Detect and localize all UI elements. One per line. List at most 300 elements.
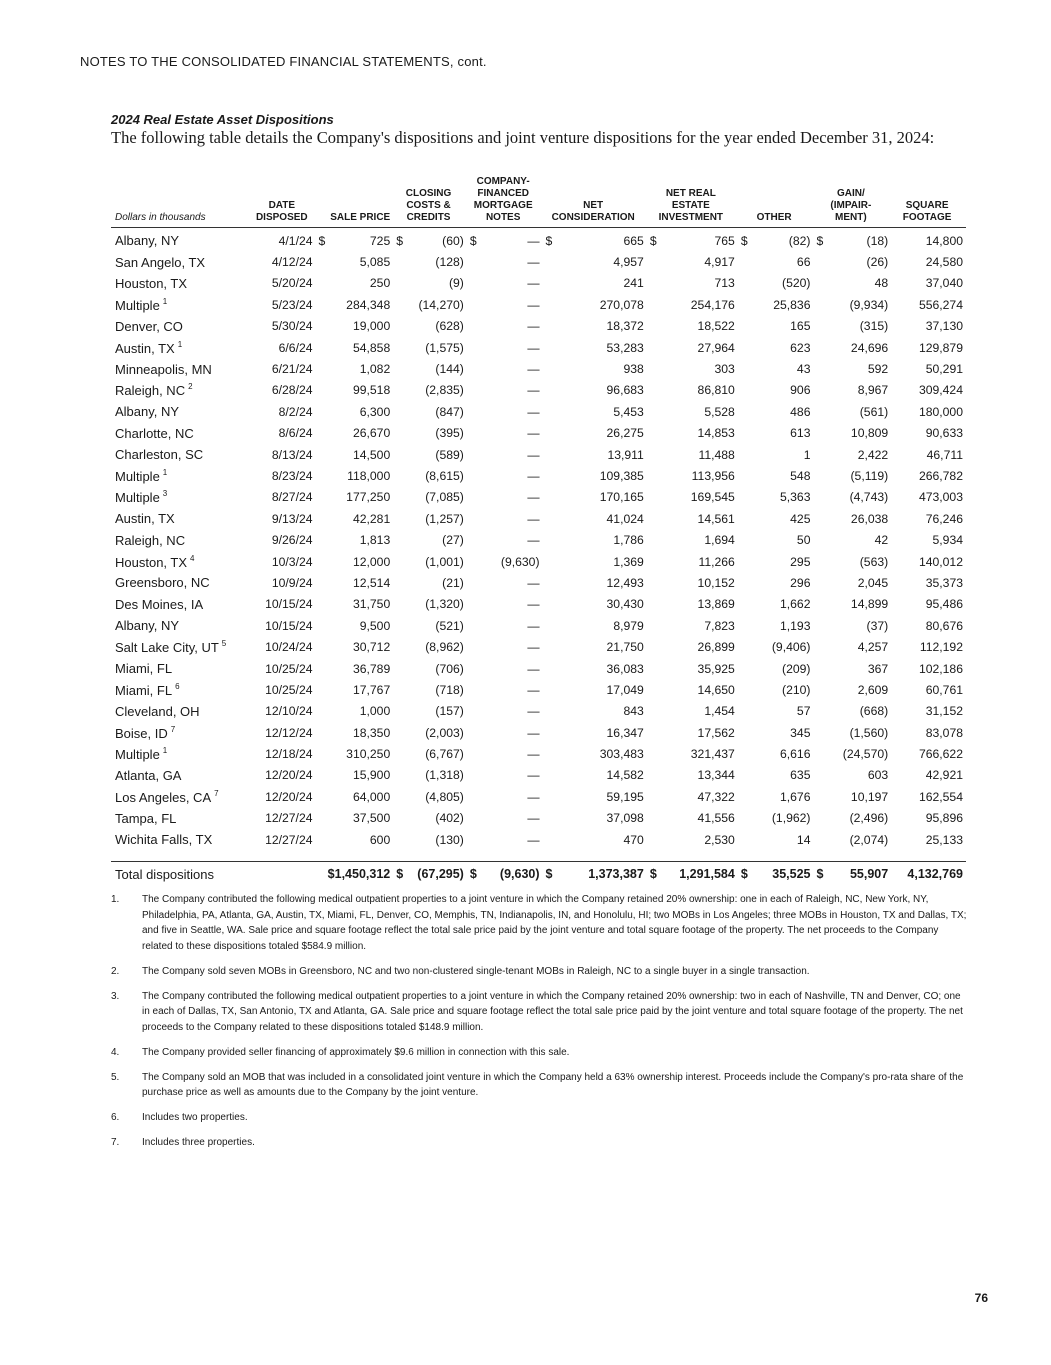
dollar-sign — [316, 423, 328, 444]
location-cell — [111, 722, 251, 743]
footage-cell: 25,133 — [925, 832, 963, 847]
net-consideration-cell: 109,385 — [599, 468, 644, 483]
footnote-text: The Company sold seven MOBs in Greensboro, NC and two non-clustered single-tenant MOBs in Raleigh, NC to a single buyer in a single transaction. — [142, 965, 810, 977]
gain-cell: (9,934) — [849, 297, 889, 312]
dollar-sign — [316, 401, 328, 422]
dollar-sign — [647, 765, 659, 786]
location-cell — [111, 444, 251, 465]
date-cell: 5/30/24 — [271, 319, 313, 334]
dollar-sign — [316, 765, 328, 786]
dollar-sign — [738, 743, 750, 764]
col-header-date — [251, 176, 315, 228]
footnote-item — [111, 964, 971, 980]
location-cell — [111, 423, 251, 444]
net-consideration-cell: 59,195 — [606, 789, 644, 804]
dollar-sign — [738, 808, 750, 829]
footnote-number: 2. — [111, 965, 120, 977]
dollar-sign — [647, 487, 659, 508]
header-line: INVESTMENT — [658, 212, 724, 223]
dollar-sign — [647, 294, 659, 315]
table-row — [111, 636, 966, 657]
dollar-sign — [467, 743, 479, 764]
header-line: CLOSING — [405, 188, 452, 199]
footage-cell: 95,896 — [925, 811, 963, 826]
dollar-sign — [393, 316, 405, 337]
mortgage-cell: — — [527, 618, 540, 633]
dollar-sign — [316, 294, 328, 315]
dollar-sign — [738, 786, 750, 807]
location-cell — [111, 358, 251, 379]
dollar-sign — [393, 294, 405, 315]
closing-cell: (14,270) — [418, 297, 464, 312]
col-header-other — [738, 176, 814, 228]
dollar-sign — [738, 316, 750, 337]
footnote-number: 5. — [111, 1071, 120, 1083]
other-cell: 486 — [790, 404, 811, 419]
dollar-sign: $ — [545, 233, 553, 248]
sale-price-cell: 310,250 — [346, 747, 391, 762]
dollar-sign: $ — [393, 862, 405, 887]
dollar-sign — [738, 679, 750, 700]
dollar-sign — [393, 808, 405, 829]
dollar-sign — [467, 465, 479, 486]
net-consideration-cell: 5,453 — [613, 404, 644, 419]
gain-cell: 4,257 — [857, 640, 889, 655]
net-consideration-cell: 270,078 — [599, 297, 644, 312]
dollar-sign — [813, 444, 825, 465]
dollar-sign — [543, 401, 555, 422]
location-cell — [111, 786, 251, 807]
dollar-sign — [393, 701, 405, 722]
dollar-sign — [316, 594, 328, 615]
location-text: Multiple — [115, 490, 160, 506]
dollar-sign — [738, 636, 750, 657]
mortgage-cell: — — [527, 811, 540, 826]
other-cell: 43 — [796, 362, 811, 377]
sale-price-cell: 725 — [369, 233, 391, 248]
table-row — [111, 551, 966, 572]
dollar-sign — [467, 829, 479, 850]
net-investment-cell: 2,530 — [704, 832, 735, 847]
mortgage-cell: — — [527, 362, 540, 377]
footnote-item — [111, 1110, 971, 1126]
location-cell — [111, 401, 251, 422]
closing-cell: (521) — [435, 618, 464, 633]
sale-price-cell: 14,500 — [352, 447, 391, 462]
location-cell — [111, 679, 251, 700]
net-investment-cell: 321,437 — [690, 747, 735, 762]
dollar-sign — [467, 701, 479, 722]
dollar-sign — [738, 594, 750, 615]
dollar-sign — [543, 594, 555, 615]
dollar-sign — [813, 529, 825, 550]
dollar-sign — [393, 722, 405, 743]
header-line: CREDITS — [406, 212, 451, 223]
dollar-sign — [738, 487, 750, 508]
dollar-sign — [393, 765, 405, 786]
dollar-sign — [467, 401, 479, 422]
dollar-sign — [813, 722, 825, 743]
sale-price-cell: 1,082 — [359, 362, 391, 377]
date-cell: 12/12/24 — [265, 725, 313, 740]
dollar-sign — [813, 658, 825, 679]
sale-price-cell: 12,000 — [352, 554, 391, 569]
footnote-item — [111, 1135, 971, 1151]
dollar-sign — [738, 358, 750, 379]
footage-cell: 266,782 — [918, 468, 963, 483]
header-line: FINANCED — [477, 188, 530, 199]
dollar-sign — [467, 337, 479, 358]
location-cell — [111, 765, 251, 786]
location-text: Charlotte, NC — [115, 425, 194, 441]
sale-price-cell: 250 — [369, 276, 391, 291]
closing-cell: (144) — [435, 362, 464, 377]
dollar-sign — [393, 358, 405, 379]
dollar-sign — [647, 701, 659, 722]
dollar-sign — [393, 615, 405, 636]
other-cell: (82) — [788, 233, 811, 248]
net-investment-cell: 113,956 — [691, 468, 735, 483]
other-cell: 14 — [796, 832, 811, 847]
net-consideration-cell: 4,957 — [613, 255, 644, 270]
other-cell: 1,193 — [779, 618, 811, 633]
footnote-text: The Company sold an MOB that was included in a consolidated joint venture in which the Company held a 63% ownership interest. Proceeds include the Company's pro-rata share of the purchase price as well as amounts due to the Company by the joint venture. — [142, 1071, 964, 1098]
dollar-sign — [543, 316, 555, 337]
footnote-text: Includes three properties. — [142, 1137, 255, 1148]
net-consideration-cell: 14,582 — [606, 768, 644, 783]
location-text: Albany, NY — [115, 233, 180, 249]
net-consideration-cell: 1,786 — [613, 533, 644, 548]
gain-cell: (315) — [859, 319, 889, 334]
dollar-sign — [316, 465, 328, 486]
sale-price-cell: 17,767 — [352, 682, 391, 697]
net-investment-cell: 35,925 — [697, 661, 735, 676]
dollar-sign — [647, 465, 659, 486]
mortgage-cell: — — [527, 725, 540, 740]
mortgage-cell: — — [527, 490, 540, 505]
location-cell — [111, 658, 251, 679]
date-cell: 10/25/24 — [265, 682, 313, 697]
other-cell: 1,676 — [779, 789, 811, 804]
page-number: 76 — [974, 1291, 988, 1305]
footage-cell: 95,486 — [925, 597, 963, 612]
table-header-row — [111, 176, 966, 228]
other-cell: 635 — [790, 768, 811, 783]
date-cell: 12/18/24 — [265, 747, 313, 762]
dollar-sign — [316, 251, 328, 272]
dollar-sign — [316, 551, 328, 572]
sale-price-cell: 18,350 — [352, 725, 391, 740]
header-line: GAIN/ — [836, 188, 865, 199]
dollar-sign — [813, 487, 825, 508]
dollar-sign — [738, 465, 750, 486]
dollar-sign — [393, 380, 405, 401]
dollar-sign — [316, 829, 328, 850]
mortgage-cell: — — [527, 575, 540, 590]
location-text: Miami, FL — [115, 661, 173, 676]
header-line: COSTS & — [406, 200, 451, 211]
dollar-sign — [393, 444, 405, 465]
dollar-sign: $ — [543, 862, 555, 887]
dollar-sign — [738, 658, 750, 679]
table-row — [111, 444, 966, 465]
other-cell: (209) — [782, 661, 811, 676]
header-line: COMPANY- — [476, 176, 530, 187]
net-investment-cell: 13,869 — [697, 597, 735, 612]
location-cell — [111, 594, 251, 615]
other-cell: (9,406) — [771, 640, 811, 655]
footage-cell: 112,192 — [919, 640, 963, 655]
dollar-sign — [393, 337, 405, 358]
gain-cell: 603 — [867, 768, 889, 783]
mortgage-cell: — — [527, 276, 540, 291]
dispositions-table — [111, 176, 966, 886]
dollar-sign — [647, 251, 659, 272]
dollar-sign — [467, 615, 479, 636]
table-row — [111, 679, 966, 700]
dollar-sign — [316, 337, 328, 358]
net-consideration-cell: 16,347 — [606, 725, 644, 740]
dollar-sign — [467, 765, 479, 786]
location-text: Miami, FL — [115, 682, 173, 698]
dollar-sign: $ — [813, 862, 825, 887]
mortgage-cell: — — [527, 640, 540, 655]
gain-cell: 2,422 — [857, 447, 889, 462]
section-title: 2024 Real Estate Asset Dispositions — [111, 112, 334, 127]
spacer-cell — [111, 850, 966, 862]
dollar-sign — [647, 808, 659, 829]
dollar-sign: $ — [738, 862, 750, 887]
footnote-item — [111, 989, 971, 1036]
footnote-ref: 1 — [162, 746, 168, 756]
table-row — [111, 572, 966, 593]
header-line: MORTGAGE — [473, 200, 533, 211]
closing-cell: (1,320) — [425, 597, 464, 612]
dollar-sign — [813, 380, 825, 401]
footage-cell: 556,274 — [918, 297, 963, 312]
location-text: Cleveland, OH — [115, 703, 200, 719]
dollar-sign: $ — [467, 862, 479, 887]
dollar-sign — [813, 465, 825, 486]
table-row — [111, 294, 966, 315]
location-cell — [111, 316, 251, 337]
mortgage-cell: — — [527, 383, 540, 398]
col-header-net-investment — [647, 176, 738, 228]
footage-cell: 309,424 — [918, 383, 963, 398]
table-row — [111, 273, 966, 294]
sale-price-cell: 54,858 — [352, 340, 391, 355]
dollar-sign — [738, 765, 750, 786]
col-header-footage — [891, 176, 966, 228]
table-row — [111, 529, 966, 550]
dollar-sign — [543, 765, 555, 786]
location-cell — [111, 294, 251, 315]
gain-cell: (37) — [866, 618, 889, 633]
dollar-sign — [393, 529, 405, 550]
gain-cell: 8,967 — [857, 383, 889, 398]
dollar-sign — [738, 722, 750, 743]
col-header-mortgage — [467, 176, 543, 228]
date-cell: 12/20/24 — [265, 768, 313, 783]
header-line: DISPOSED — [255, 212, 308, 223]
dollar-sign — [738, 251, 750, 272]
location-text: Wichita Falls, TX — [115, 832, 213, 848]
net-investment-cell: 4,917 — [704, 255, 735, 270]
dollar-sign — [393, 679, 405, 700]
dollar-sign — [316, 786, 328, 807]
mortgage-cell: — — [527, 704, 540, 719]
dollar-sign: $ — [647, 862, 659, 887]
date-cell: 12/10/24 — [265, 704, 313, 719]
footage-cell: 102,186 — [918, 661, 963, 676]
net-consideration-cell: 18,372 — [606, 319, 644, 334]
gain-cell: (2,496) — [849, 811, 889, 826]
location-cell — [111, 465, 251, 486]
table-row — [111, 615, 966, 636]
closing-cell: (157) — [435, 704, 464, 719]
footnote-number: 4. — [111, 1046, 120, 1058]
other-cell: 613 — [790, 426, 811, 441]
closing-cell: (2,835) — [425, 383, 464, 398]
dollar-sign — [393, 594, 405, 615]
dollar-sign — [813, 358, 825, 379]
other-cell: 623 — [790, 340, 811, 355]
dollar-sign — [543, 294, 555, 315]
dollar-sign — [543, 465, 555, 486]
other-cell: (520) — [782, 276, 811, 291]
sale-price-cell: 118,000 — [347, 468, 391, 483]
closing-cell: (1,318) — [425, 768, 464, 783]
other-cell: 1,662 — [779, 597, 811, 612]
dollar-sign — [543, 615, 555, 636]
dollar-sign — [647, 743, 659, 764]
net-consideration-cell: 21,750 — [606, 640, 644, 655]
dollar-sign — [647, 615, 659, 636]
gain-cell: 367 — [867, 661, 889, 676]
header-line: (IMPAIR- — [830, 200, 872, 211]
net-investment-cell: 14,853 — [697, 426, 735, 441]
dollar-sign — [647, 636, 659, 657]
location-cell — [111, 337, 251, 358]
footnote-number: 1. — [111, 894, 120, 905]
dollar-sign — [813, 679, 825, 700]
header-line: NOTES — [485, 212, 521, 223]
dollar-sign — [393, 572, 405, 593]
sale-price-cell: 15,900 — [352, 768, 391, 783]
dollar-sign: $ — [649, 233, 657, 248]
total-label: Total dispositions — [111, 862, 316, 887]
location-text: Austin, TX — [115, 511, 175, 527]
closing-cell: (706) — [435, 661, 464, 676]
header-line: NET — [583, 200, 604, 211]
mortgage-cell: — — [527, 426, 540, 441]
table-row — [111, 829, 966, 850]
table-row — [111, 658, 966, 679]
gain-cell: (561) — [859, 404, 889, 419]
dollar-sign — [813, 808, 825, 829]
mortgage-cell: — — [527, 832, 540, 847]
other-cell: 345 — [790, 725, 811, 740]
closing-cell: (402) — [435, 811, 464, 826]
dollar-sign — [467, 294, 479, 315]
closing-cell: (128) — [435, 255, 464, 270]
mortgage-cell: — — [527, 533, 540, 548]
dollar-sign — [813, 786, 825, 807]
dollar-sign — [393, 743, 405, 764]
location-cell — [111, 487, 251, 508]
total-footage: 4,132,769 — [891, 862, 966, 887]
dollar-sign — [543, 251, 555, 272]
location-text: Los Angeles, CA — [115, 789, 212, 805]
footnote-ref: 4 — [190, 553, 195, 563]
date-cell: 9/13/24 — [271, 511, 313, 526]
location-text: Albany, NY — [115, 618, 180, 634]
gain-cell: (1,560) — [849, 725, 889, 740]
date-cell: 10/3/24 — [271, 554, 313, 569]
dollar-sign — [467, 722, 479, 743]
dollar-sign — [647, 444, 659, 465]
dollar-sign — [543, 551, 555, 572]
dollar-sign — [543, 358, 555, 379]
closing-cell: (1,257) — [425, 511, 464, 526]
date-cell: 4/12/24 — [271, 255, 313, 270]
footnote-ref: 2 — [188, 382, 193, 392]
gain-cell: 48 — [874, 276, 889, 291]
location-cell — [111, 529, 251, 550]
other-cell: (210) — [782, 682, 811, 697]
other-cell: 1 — [803, 447, 811, 462]
dollar-sign — [543, 423, 555, 444]
dollar-sign — [467, 679, 479, 700]
date-cell: 10/15/24 — [265, 618, 313, 633]
mortgage-cell: — — [527, 468, 540, 483]
sale-price-cell: 9,500 — [359, 618, 391, 633]
net-investment-cell: 5,528 — [704, 404, 735, 419]
closing-cell: (589) — [435, 447, 464, 462]
net-consideration-cell: 12,493 — [606, 575, 644, 590]
dollar-sign — [647, 594, 659, 615]
dollar-sign — [738, 615, 750, 636]
footnote-ref: 7 — [170, 724, 176, 734]
closing-cell: (1,575) — [425, 340, 464, 355]
location-cell — [111, 551, 251, 572]
date-cell: 10/24/24 — [265, 640, 313, 655]
footage-cell: 5,934 — [932, 533, 963, 548]
mortgage-cell: — — [527, 682, 540, 697]
other-cell: 50 — [796, 533, 811, 548]
dollar-sign — [813, 337, 825, 358]
dollar-sign — [543, 679, 555, 700]
footage-cell: 31,152 — [925, 704, 963, 719]
header-line: OTHER — [756, 212, 792, 223]
sale-price-cell: 36,789 — [352, 661, 391, 676]
footnote-text: The Company contributed the following medical outpatient properties to a joint venture in which the Company retained 20% ownership: two in each of Nashville, TN and Denver, CO; one in each of Dallas, TX, San Antonio, TX and Atlanta, GA. Sale price and square footage reflect the total sale price paid by the joint venture and total square footage of the property. The net proceeds to the Company related to these dispositions totaled $148.9 million. — [142, 990, 963, 1033]
location-text: Raleigh, NC — [115, 532, 186, 548]
dollar-sign — [393, 786, 405, 807]
dollar-sign — [316, 636, 328, 657]
net-investment-cell: 254,176 — [690, 297, 735, 312]
gain-cell: (24,570) — [842, 747, 889, 762]
date-cell: 6/28/24 — [271, 383, 313, 398]
date-cell: 10/25/24 — [265, 661, 313, 676]
footnote-text: The Company contributed the following medical outpatient properties to a joint venture in which the Company retained 20% ownership: one in each of Raleigh, NC, New York, NY, Philadelphia, PA, Atlanta, GA, Austin, TX, Miami, FL, Denver, CO, Memphis, TN, Indianapolis, IN, and Honolulu, HI; two MOBs in Los Angeles; three MOBs in Houston, TX and Dallas, TX; and five in Seattle, WA. Sale price and square footage reflect the total sale price paid by the joint venture and total square footage of the property. The net proceeds to the Company related to these dispositions totaled $584.9 million. — [142, 894, 967, 952]
dollar-sign — [316, 572, 328, 593]
dollar-sign — [738, 508, 750, 529]
total-row — [111, 862, 966, 887]
dollar-sign — [316, 743, 328, 764]
dollar-sign — [738, 529, 750, 550]
dollar-sign — [738, 380, 750, 401]
